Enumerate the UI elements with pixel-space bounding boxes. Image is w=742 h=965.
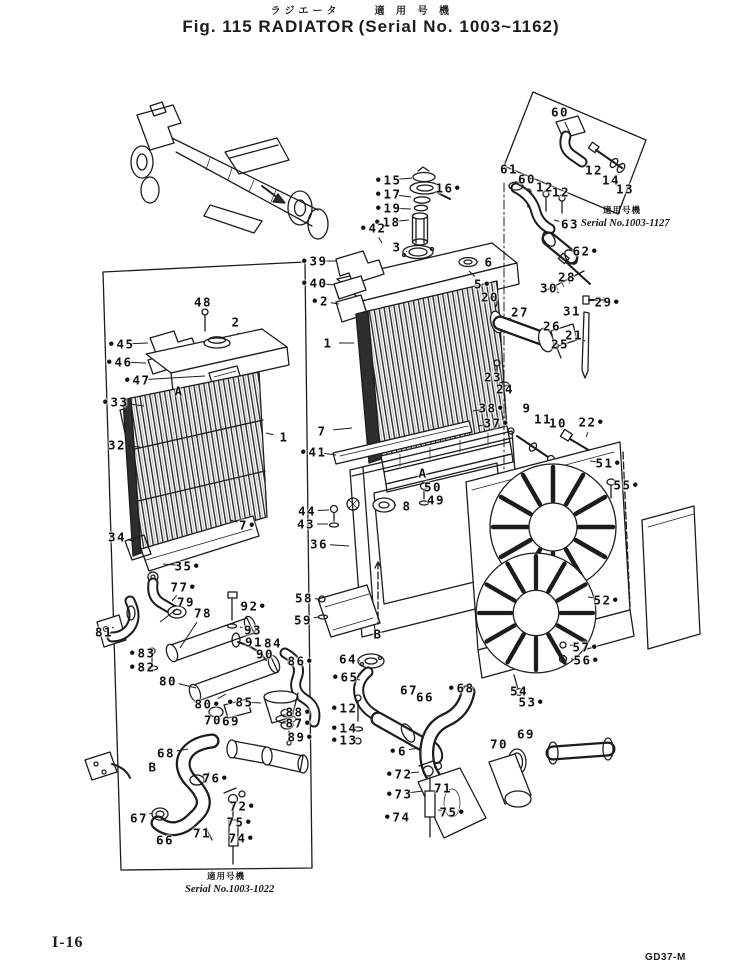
part-callout-69: 69 [221, 713, 241, 729]
part-callout-29: 29• [594, 294, 622, 310]
part-callout-73: •73 [385, 786, 413, 802]
part-callout-7: 7 [317, 423, 327, 439]
page-number: I-16 [52, 934, 84, 951]
part-callout-85: •85 [226, 694, 254, 710]
part-callout-32: 32 [107, 437, 127, 453]
part-callout-12: 12 [535, 179, 555, 195]
part-callout-70: 70 [489, 736, 509, 752]
part-callout-6: •6 [388, 743, 408, 759]
part-callout-80: 80 [158, 673, 178, 689]
part-callout-75: 75• [226, 814, 254, 830]
part-callout-71: 71 [433, 780, 453, 796]
part-callout-23: 23 [483, 369, 503, 385]
part-callout-68: •68 [447, 680, 475, 696]
left-radiator-assembly [120, 309, 289, 618]
part-callout-65: •65 [331, 669, 359, 685]
part-callout-57: 57• [572, 639, 600, 655]
part-callout-49: 49 [426, 492, 446, 508]
part-callout-58: 58 [294, 590, 314, 606]
part-callout-80: 80• [194, 696, 222, 712]
part-callout-67: 67 [129, 810, 149, 826]
part-callout-39: •39 [300, 253, 328, 269]
part-callout-7: 7• [238, 517, 258, 533]
part-callout-61: 61 [499, 161, 519, 177]
part-callout-92: 92• [240, 598, 268, 614]
part-callout-27: 27 [510, 304, 530, 320]
part-callout-9: 9 [522, 400, 532, 416]
part-callout-93: 93 [243, 622, 263, 638]
part-callout-5: 5• [473, 276, 493, 292]
part-callout-12: 12 [584, 162, 604, 178]
part-callout-25: 25 [550, 336, 570, 352]
part-callout-2: •2 [310, 293, 330, 309]
part-callout-12: •12 [330, 700, 358, 716]
serial-note: 適用号機 Serial No.1003-1022 [185, 872, 275, 895]
part-callout-67: 67 [399, 682, 419, 698]
part-callout-54: 54 [509, 683, 529, 699]
part-callout-72: 72• [229, 798, 257, 814]
part-callout-51: 51• [595, 455, 623, 471]
part-callout-37: 37• [483, 415, 511, 431]
part-callout-35: 35• [174, 558, 202, 574]
part-callout-60: 60 [550, 104, 570, 120]
part-callout-48: 48 [193, 294, 213, 310]
part-callout-56: 56• [573, 652, 601, 668]
part-callout-24: 24 [495, 381, 515, 397]
part-callout-17: •17 [374, 186, 402, 202]
part-callout-62: 62• [572, 243, 600, 259]
part-callout-30: 30 [539, 280, 559, 296]
part-callout-8: 8 [402, 498, 412, 514]
part-callout-74: •74 [383, 809, 411, 825]
part-callout-68: 68 [156, 745, 176, 761]
part-callout-14: •14 [330, 720, 358, 736]
part-callout-12: 12 [551, 184, 571, 200]
title-figure-label: Fig. 115 RADIATOR [182, 17, 355, 36]
part-callout-38: 38• [478, 400, 506, 416]
part-callout-13: 13 [615, 181, 635, 197]
title-serial-jp: 適 用 号 機 [374, 6, 454, 17]
part-callout-59: 59 [293, 612, 313, 628]
part-callout-90: 90 [255, 646, 275, 662]
part-callout-43: 43 [296, 516, 316, 532]
part-callout-40: •40 [300, 275, 328, 291]
part-callout-66: 66 [415, 689, 435, 705]
part-callout-33: •33 [101, 394, 129, 410]
part-callout-42: •42 [359, 220, 387, 236]
part-callout-B: B [148, 759, 158, 775]
part-callout-14: 14 [601, 172, 621, 188]
part-callout-52: 52• [593, 592, 621, 608]
part-callout-22: 22• [578, 414, 606, 430]
part-callout-84: 84 [263, 635, 283, 651]
part-callout-79: 79 [176, 594, 196, 610]
part-callout-74: 74• [228, 830, 256, 846]
part-callout-82: •82 [128, 659, 156, 675]
part-callout-53: 53• [518, 694, 546, 710]
part-callout-3: 3 [392, 239, 402, 255]
part-callout-83: •83 [128, 645, 156, 661]
part-callout-34: 34 [107, 529, 127, 545]
part-callout-B: B [373, 626, 383, 642]
part-callout-77: 77• [170, 579, 198, 595]
part-callout-50: 50 [423, 479, 443, 495]
part-callout-55: 55• [613, 477, 641, 493]
part-callout-69: 69 [516, 726, 536, 742]
part-callout-2: 2 [231, 314, 241, 330]
part-callout-76: 76• [202, 770, 230, 786]
part-callout-71: 71 [192, 825, 212, 841]
serial-note: 適用号機 Serial No.1003-1127 [581, 206, 670, 229]
part-callout-70: 70 [203, 712, 223, 728]
title-serial-range: (Serial No. 1003~1162) [358, 17, 560, 36]
part-callout-88: 88• [285, 704, 313, 720]
part-callout-86: 86• [287, 653, 315, 669]
part-callout-78: 78 [193, 605, 213, 621]
part-callout-15: •15 [374, 172, 402, 188]
part-callout-64: 64 [338, 651, 358, 667]
part-callout-91: 91 [244, 634, 264, 650]
part-callout-10: 10 [548, 415, 568, 431]
part-callout-18: •18 [373, 214, 401, 230]
part-callout-72: •72 [385, 766, 413, 782]
part-callout-16: 16• [435, 180, 463, 196]
part-callout-A: A [174, 383, 184, 399]
part-callout-19: •19 [374, 200, 402, 216]
part-callout-28: 28 [557, 269, 577, 285]
machine-sketch [131, 102, 328, 239]
part-callout-1: 1 [323, 335, 333, 351]
part-callout-31: 31 [562, 303, 582, 319]
part-callout-45: •45 [107, 336, 135, 352]
part-callout-66: 66 [155, 832, 175, 848]
part-callout-44: 44 [297, 503, 317, 519]
part-callout-81: 81 [94, 624, 114, 640]
part-callout-47: •47 [123, 372, 151, 388]
part-callout-46: •46 [105, 354, 133, 370]
part-callout-13: •13 [330, 732, 358, 748]
part-callout-41: •41 [299, 444, 327, 460]
title-product-jp: ラジエータ [270, 6, 341, 17]
part-callout-20: 20 [480, 289, 500, 305]
part-callout-6: 6 [484, 254, 494, 270]
part-callout-A: A [418, 465, 428, 481]
part-callout-1: 1 [279, 429, 289, 445]
part-callout-89: 89• [287, 729, 315, 745]
part-callout-60: 60 [517, 171, 537, 187]
part-callout-75: 75• [439, 804, 467, 820]
part-callout-21: 21 [564, 327, 584, 343]
part-callout-63: 63 [560, 216, 580, 232]
document-code: GD37-M [645, 952, 686, 963]
part-callout-87: 87• [285, 715, 313, 731]
part-callout-36: 36 [309, 536, 329, 552]
part-callout-26: 26 [542, 318, 562, 334]
part-callout-11: 11 [533, 411, 553, 427]
